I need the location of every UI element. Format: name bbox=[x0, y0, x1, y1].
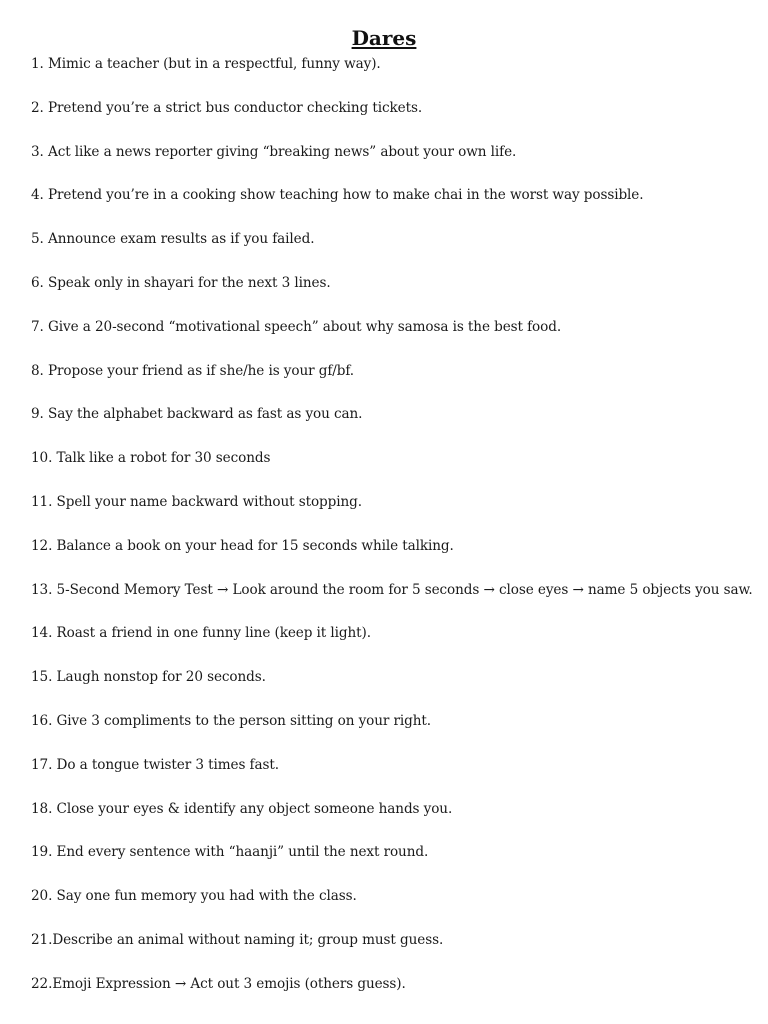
dare-item-12: 12. Balance a book on your head for 15 seconds while talking. bbox=[31, 537, 454, 554]
dare-item-13: 13. 5-Second Memory Test → Look around the room for 5 seconds → close eyes → name 5 objects you saw. bbox=[31, 581, 753, 598]
dare-item-19: 19. End every sentence with “haanji” until the next round. bbox=[31, 844, 429, 861]
dare-item-16: 16. Give 3 compliments to the person sitting on your right. bbox=[31, 712, 431, 729]
dare-item-1: 1. Mimic a teacher (but in a respectful, funny way). bbox=[31, 56, 381, 72]
dare-item-10: 10. Talk like a robot for 30 seconds bbox=[31, 450, 271, 467]
dare-item-6: 6. Speak only in shayari for the next 3 lines. bbox=[31, 274, 331, 291]
dare-list bbox=[31, 54, 761, 1018]
dare-item-3: 3. Act like a news reporter giving “breaking news” about your own life. bbox=[31, 143, 517, 160]
dare-item-2: 2. Pretend you’re a strict bus conductor checking tickets. bbox=[31, 99, 423, 116]
dare-item-11: 11. Spell your name backward without stopping. bbox=[31, 493, 362, 510]
document-title: Dares bbox=[351, 26, 417, 50]
dare-item-21: 21.Describe an animal without naming it; group must guess. bbox=[31, 931, 444, 948]
dare-item-4: 4. Pretend you’re in a cooking show teaching how to make chai in the worst way possible. bbox=[31, 187, 644, 204]
dare-item-17: 17. Do a tongue twister 3 times fast. bbox=[31, 756, 279, 773]
dare-item-7: 7. Give a 20-second “motivational speech” about why samosa is the best food. bbox=[31, 318, 562, 335]
dare-item-22: 22.Emoji Expression → Act out 3 emojis (others guess). bbox=[31, 975, 406, 992]
dare-item-15: 15. Laugh nonstop for 20 seconds. bbox=[31, 669, 266, 686]
dare-item-20: 20. Say one fun memory you had with the class. bbox=[31, 888, 357, 905]
dare-item-14: 14. Roast a friend in one funny line (keep it light). bbox=[31, 625, 371, 642]
dare-item-5: 5. Announce exam results as if you failed. bbox=[31, 231, 315, 248]
dare-item-9: 9. Say the alphabet backward as fast as you can. bbox=[31, 406, 363, 423]
dare-item-8: 8. Propose your friend as if she/he is your gf/bf. bbox=[31, 362, 355, 379]
dare-item-18: 18. Close your eyes & identify any object someone hands you. bbox=[31, 800, 453, 817]
